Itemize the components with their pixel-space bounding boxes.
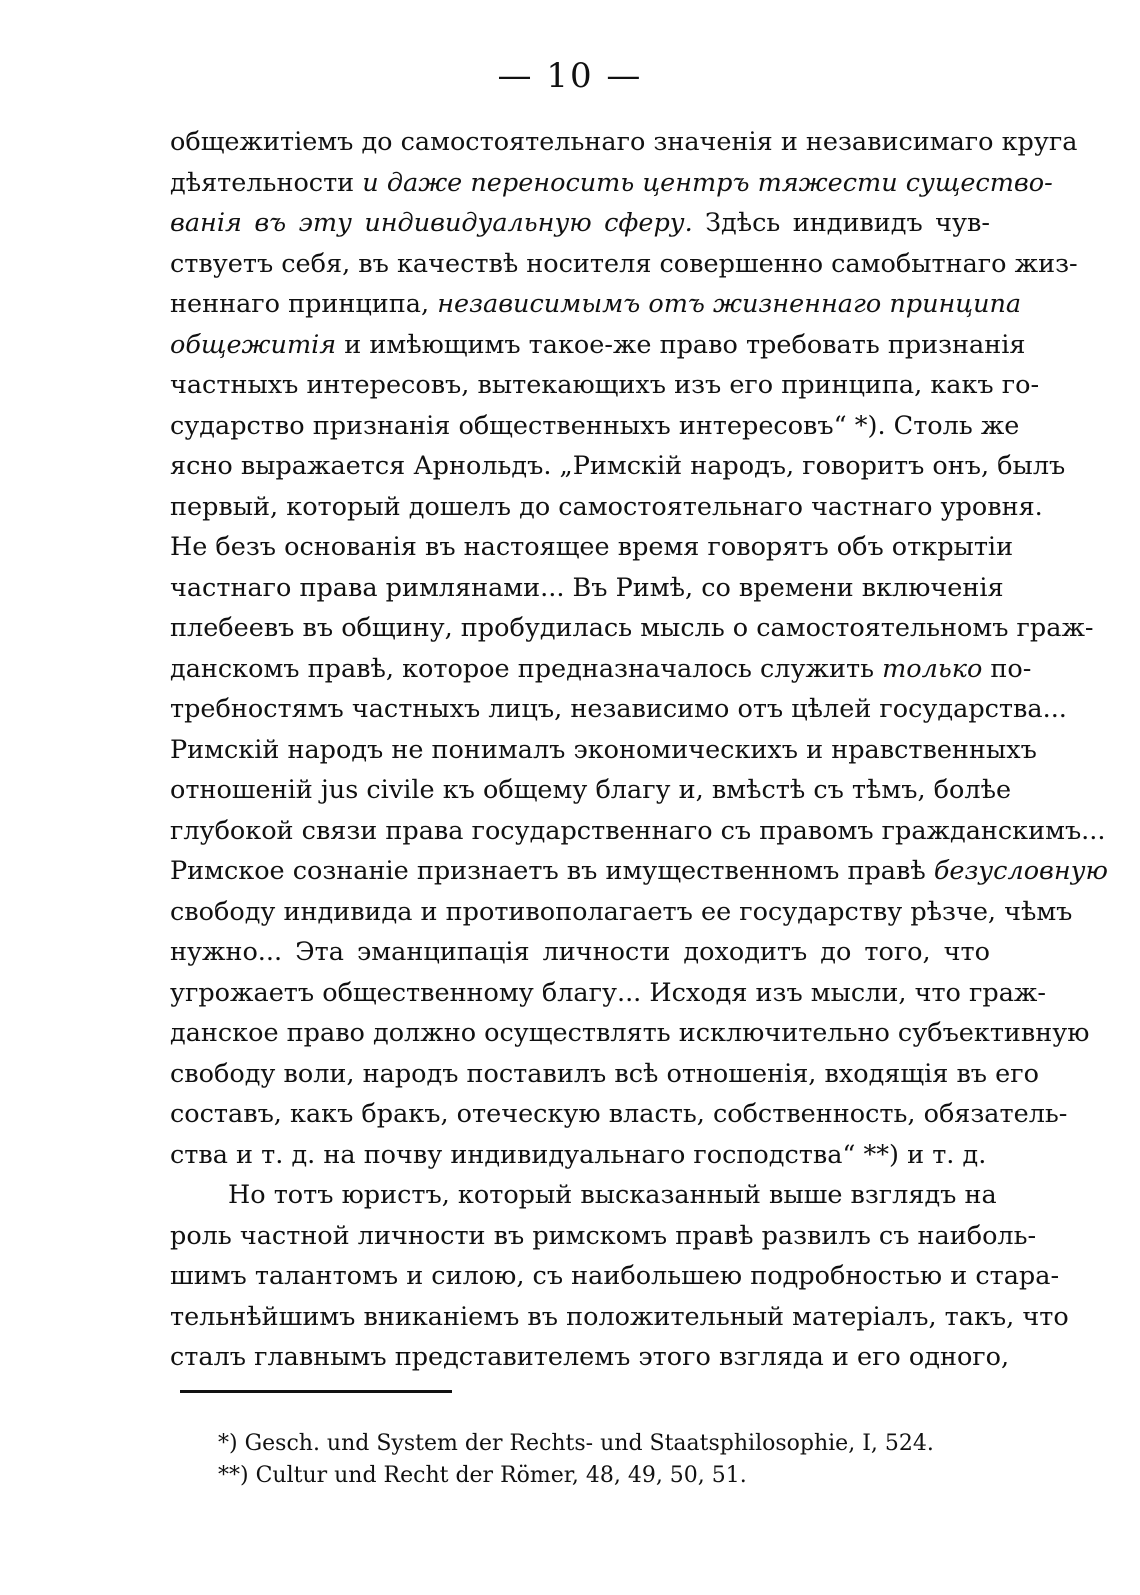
emphasized-text: безусловную <box>933 856 1108 886</box>
text-segment: Римское сознаніе признаетъ въ имущественномъ правѣ <box>170 856 934 886</box>
text-segment: тельнѣйшимъ вниканіемъ въ положительный матеріалъ, такъ, что <box>170 1301 1069 1332</box>
text-segment: ясно выражается Арнольдъ. „Римскій народъ, говоритъ онъ, былъ <box>170 451 1066 481</box>
text-line <box>170 689 1067 730</box>
text-segment: ствуетъ себя, въ качествѣ носителя совершенно самобытнаго жиз- <box>170 248 1078 279</box>
text-line <box>170 203 990 244</box>
text-line <box>170 730 1037 771</box>
text-line <box>170 406 1020 447</box>
text-line <box>170 1054 1039 1095</box>
text-segment: Римскій народъ не понималъ экономическихъ и нравственныхъ <box>170 734 1037 765</box>
text-line <box>170 608 1094 649</box>
emphasized-text: ванія въ эту индивидуальную сферу. <box>170 208 693 238</box>
text-line <box>170 487 1043 528</box>
emphasized-text: и даже переносить центръ тяжести существо- <box>362 167 1053 198</box>
text-line <box>170 1013 1090 1054</box>
text-segment: Здѣсь индивидъ чув- <box>692 208 990 238</box>
text-line <box>170 1337 1010 1378</box>
text-line <box>170 892 1073 933</box>
text-line <box>170 811 1106 852</box>
text-segment: Но тотъ юристъ, который высказанный выше взглядъ на <box>228 1180 997 1210</box>
page-number: — 10 — <box>497 56 643 96</box>
text-segment: составъ, какъ бракъ, отеческую власть, собственность, обязатель- <box>170 1099 1068 1129</box>
text-segment: дѣятельности <box>170 167 363 198</box>
text-segment: общежитіемъ до самостоятельнаго значенія и независимаго круга <box>170 127 1078 157</box>
text-line <box>170 325 1026 366</box>
text-segment: данскомъ правѣ, которое предназначалось служить <box>170 653 883 684</box>
text-line <box>170 163 1053 204</box>
text-segment: свободу индивида и противополагаетъ ее государству рѣзче, чѣмъ <box>170 896 1073 927</box>
text-segment: первый, который дошелъ до самостоятельнаго частнаго уровня. <box>170 491 1043 522</box>
text-segment: и имѣющимъ такое-же право требовать признанія <box>336 329 1026 360</box>
text-line <box>170 244 1078 285</box>
text-line <box>170 527 1014 568</box>
text-line <box>170 365 1040 406</box>
text-segment: данское право должно осуществлять исключительно субъективную <box>170 1018 1090 1048</box>
text-segment: неннаго принципа, <box>170 289 438 319</box>
text-segment: частныхъ интересовъ, вытекающихъ изъ его принципа, какъ го- <box>170 370 1040 400</box>
text-line <box>170 1297 1069 1338</box>
main-text <box>170 122 1108 1378</box>
text-segment: глубокой связи права государственнаго съ правомъ гражданскимъ... <box>170 815 1106 846</box>
text-segment: роль частной личности въ римскомъ правѣ развилъ съ наиболь- <box>170 1220 1037 1251</box>
footnote-1: *) Gesch. und System der Rechts- und Staatsphilosophie, I, 524. <box>218 1431 934 1456</box>
emphasized-text: только <box>882 653 983 684</box>
emphasized-text: независимымъ отъ жизненнаго принципа <box>437 289 1022 319</box>
text-line <box>170 284 1022 325</box>
text-segment: свободу воли, народъ поставилъ всѣ отношенія, входящія въ его <box>170 1058 1039 1089</box>
text-segment: угрожаетъ общественному благу... Исходя изъ мысли, что граж- <box>170 977 1046 1008</box>
text-segment: сталъ главнымъ представителемъ этого взгляда и его одного, <box>170 1342 1010 1372</box>
text-line <box>170 1175 997 1216</box>
footnotes <box>218 1428 978 1492</box>
text-segment: Не безъ основанія въ настоящее время говорятъ объ открытіи <box>170 532 1014 562</box>
text-segment: шимъ талантомъ и силою, съ наибольшею подробностью и стара- <box>170 1261 1060 1291</box>
text-segment: плебеевъ въ общину, пробудилась мысль о самостоятельномъ граж- <box>170 613 1094 643</box>
text-segment: по- <box>982 653 1032 684</box>
text-segment: нужно... Эта эманципація личности доходитъ до того, что <box>170 937 990 967</box>
text-line <box>170 770 1012 811</box>
text-line <box>170 932 990 973</box>
text-segment: отношеній jus civile къ общему благу и, вмѣстѣ съ тѣмъ, болѣе <box>170 775 1012 805</box>
text-line <box>170 446 1066 487</box>
text-line <box>170 1256 1060 1297</box>
text-line <box>170 973 1046 1014</box>
footnote-divider <box>180 1390 452 1393</box>
text-line <box>170 851 1108 892</box>
text-line <box>170 122 1078 163</box>
text-segment: сударство признанія общественныхъ интересовъ“ *). Столь же <box>170 410 1020 441</box>
text-line <box>170 1094 1068 1135</box>
text-line <box>170 649 1032 690</box>
text-line <box>170 568 1004 609</box>
footnote-2: **) Cultur und Recht der Römer, 48, 49, 50, 51. <box>218 1463 747 1488</box>
emphasized-text: общежитія <box>170 329 337 360</box>
text-segment: частнаго права римлянами... Въ Римѣ, со времени включенія <box>170 572 1004 603</box>
text-segment: ства и т. д. на почву индивидуальнаго господства“ **) и т. д. <box>170 1139 987 1170</box>
text-line <box>170 1216 1037 1257</box>
text-segment: требностямъ частныхъ лицъ, независимо отъ цѣлей государства... <box>170 694 1067 724</box>
text-line <box>170 1135 990 1176</box>
